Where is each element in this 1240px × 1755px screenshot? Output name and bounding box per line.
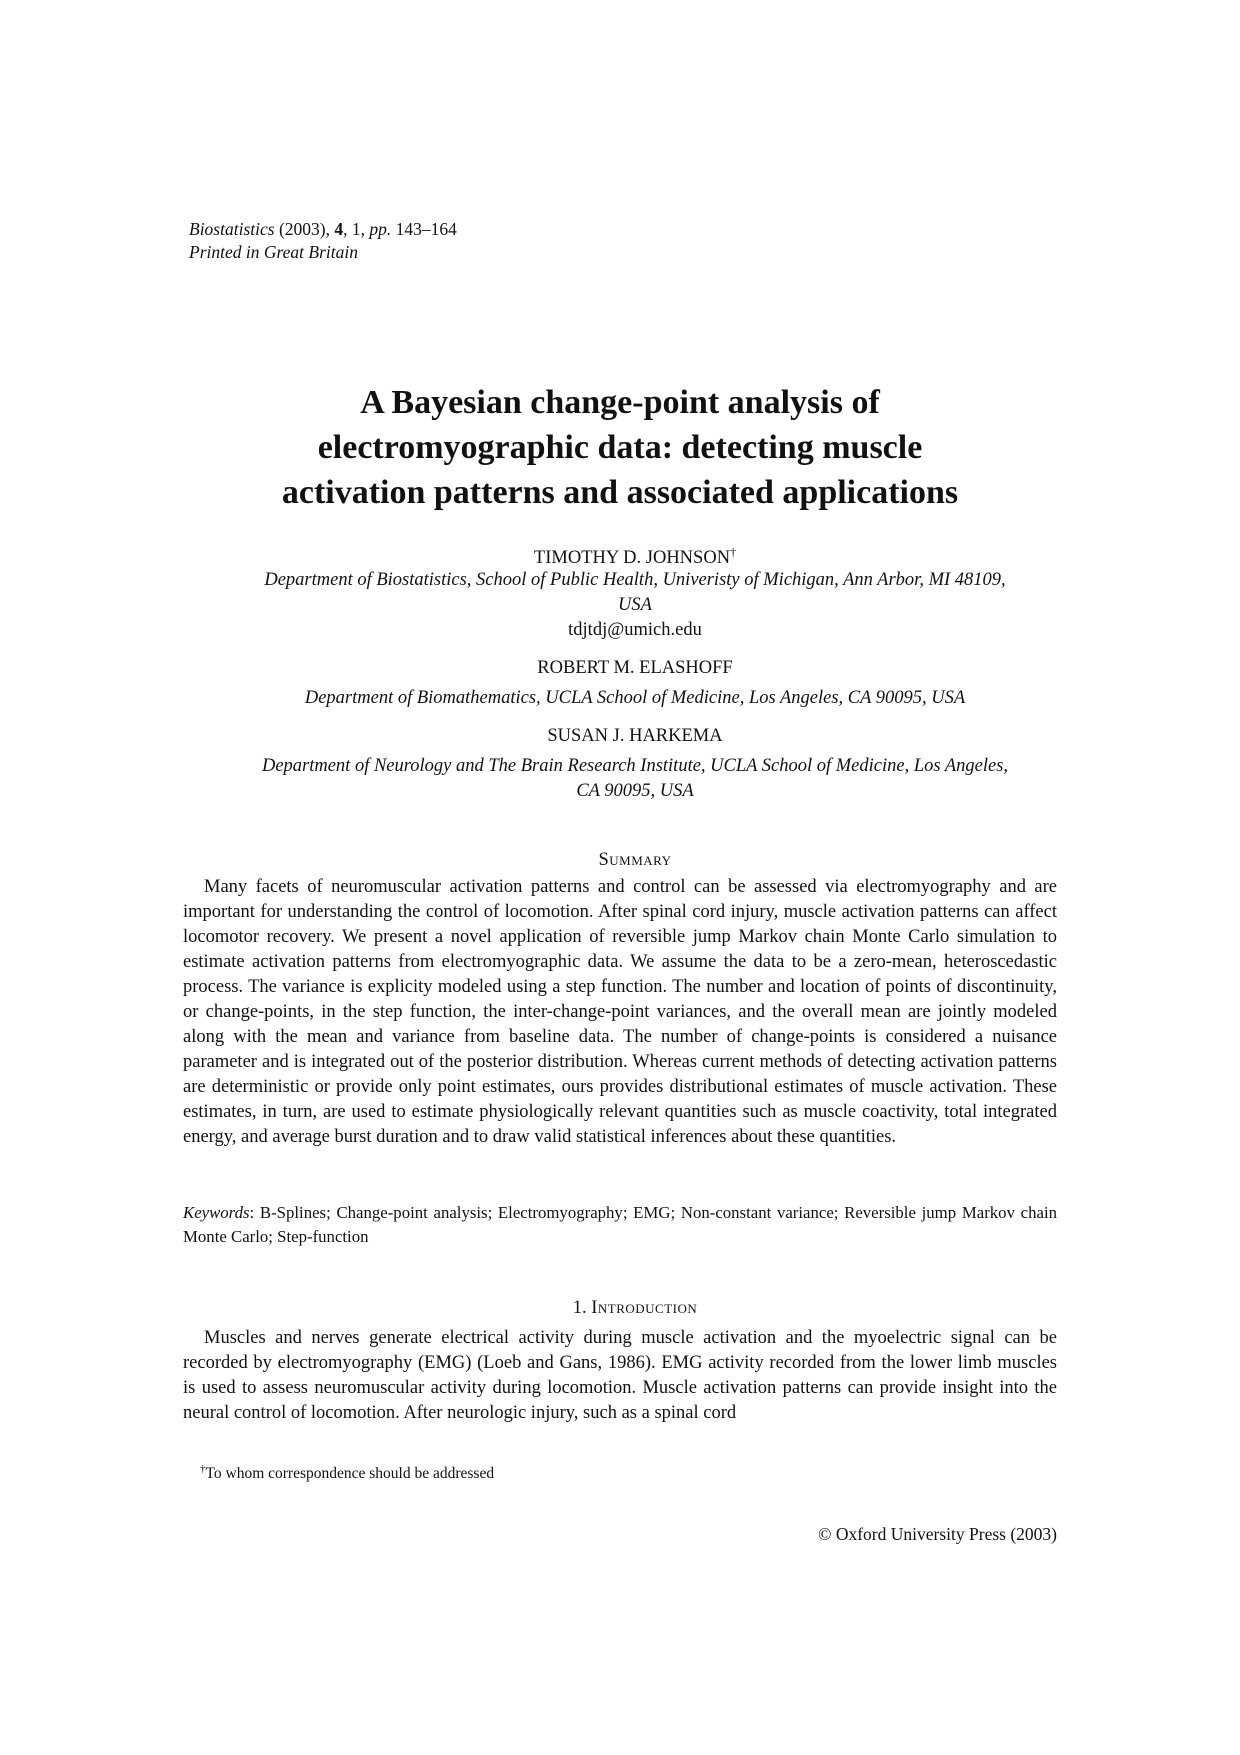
keywords-label: Keywords [183, 1203, 250, 1222]
copyright [700, 1524, 1057, 1545]
footnote-mark: † [200, 1463, 206, 1475]
section-number: 1. [572, 1298, 587, 1318]
author-3-affiliation: Department of Neurology and The Brain Research Institute, UCLA School of Medicine, Los Angeles, CA 90095, USA [261, 756, 1009, 801]
journal-name: Biostatistics [189, 219, 275, 239]
title-line: electromyographic data: detecting muscle [317, 429, 923, 466]
journal-citation [189, 218, 457, 241]
author-name: TIMOTHY D. JOHNSON [533, 548, 731, 568]
copyright-icon: © [818, 1524, 832, 1544]
printed-in: Printed in Great Britain [189, 242, 358, 262]
introduction-heading [205, 1296, 1065, 1321]
journal-issue: , 1, [343, 219, 370, 239]
introduction-text: Muscles and nerves generate electrical activity during muscle activation and the myoelectric signal can be recorded by electromyography (EMG) (Loeb and Gans, 1986). EMG activity recorded from the lower limb muscles is used to assess neuromuscular activity during locomotion. Muscle activation patterns can provide insight into the neural control of locomotion. After neurologic injury, such as a spinal cord [183, 1328, 1057, 1423]
keywords-text: : B-Splines; Change-point analysis; Electromyography; EMG; Non-constant variance; Reversible jump Markov chain Monte Carlo; Step-function [183, 1203, 1057, 1246]
author-3: SUSAN J. HARKEMA [547, 726, 723, 746]
journal-volume: 4 [334, 219, 344, 239]
footnote [200, 1463, 494, 1483]
author-footnote-mark: † [730, 545, 737, 559]
summary-text: Many facets of neuromuscular activation patterns and control can be assessed via electromyography and are important for understanding the control of locomotion. After spinal cord injury, muscle activation patterns can affect locomotor recovery. We present a novel application of reversible jump Markov chain Monte Carlo simulation to estimate activation patterns from electromyographic data. We assume the data to be a zero-mean, heteroscedastic process. The variance is explicity modeled using a step function. The number and location of points of discontinuity, or change-points, in the step function, the inter-change-point variances, and the overall mean are jointly modeled along with the mean and variance from baseline data. The number of change-points is considered a nuisance parameter and is integrated out of the posterior distribution. Whereas current methods of detecting activation patterns are deterministic or provide only point estimates, ours provides distributional estimates of muscle activation. These estimates, in turn, are used to estimate physiologically relevant quantities such as muscle coactivity, total integrated energy, and average burst duration and to draw valid statistical inferences about these quantities. [183, 877, 1057, 1147]
copyright-text: Oxford University Press (2003) [831, 1524, 1057, 1544]
title-line: activation patterns and associated applications [281, 474, 959, 511]
footnote-text: To whom correspondence should be addressed [205, 1465, 495, 1482]
journal-header [189, 218, 457, 264]
author-1-email: tdjtdj@umich.edu [568, 620, 702, 640]
journal-year: (2003), [274, 219, 335, 239]
paper-title [160, 380, 1080, 515]
author-2-affiliation: Department of Biomathematics, UCLA School of Medicine, Los Angeles, CA 90095, USA [304, 688, 966, 708]
journal-pp: pp. [369, 219, 392, 239]
keywords [183, 1201, 1057, 1249]
author-2: ROBERT M. ELASHOFF [537, 658, 733, 678]
section-title: Introduction [591, 1298, 698, 1318]
author-1-affiliation: Department of Biostatistics, School of Public Health, Univeristy of Michigan, Ann Arbor, MI 48109, USA [264, 570, 1006, 615]
title-line: A Bayesian change-point analysis of [360, 384, 880, 421]
journal-pages: 143–164 [391, 219, 457, 239]
author-1 [205, 540, 1065, 571]
summary-heading: Summary [598, 850, 672, 870]
